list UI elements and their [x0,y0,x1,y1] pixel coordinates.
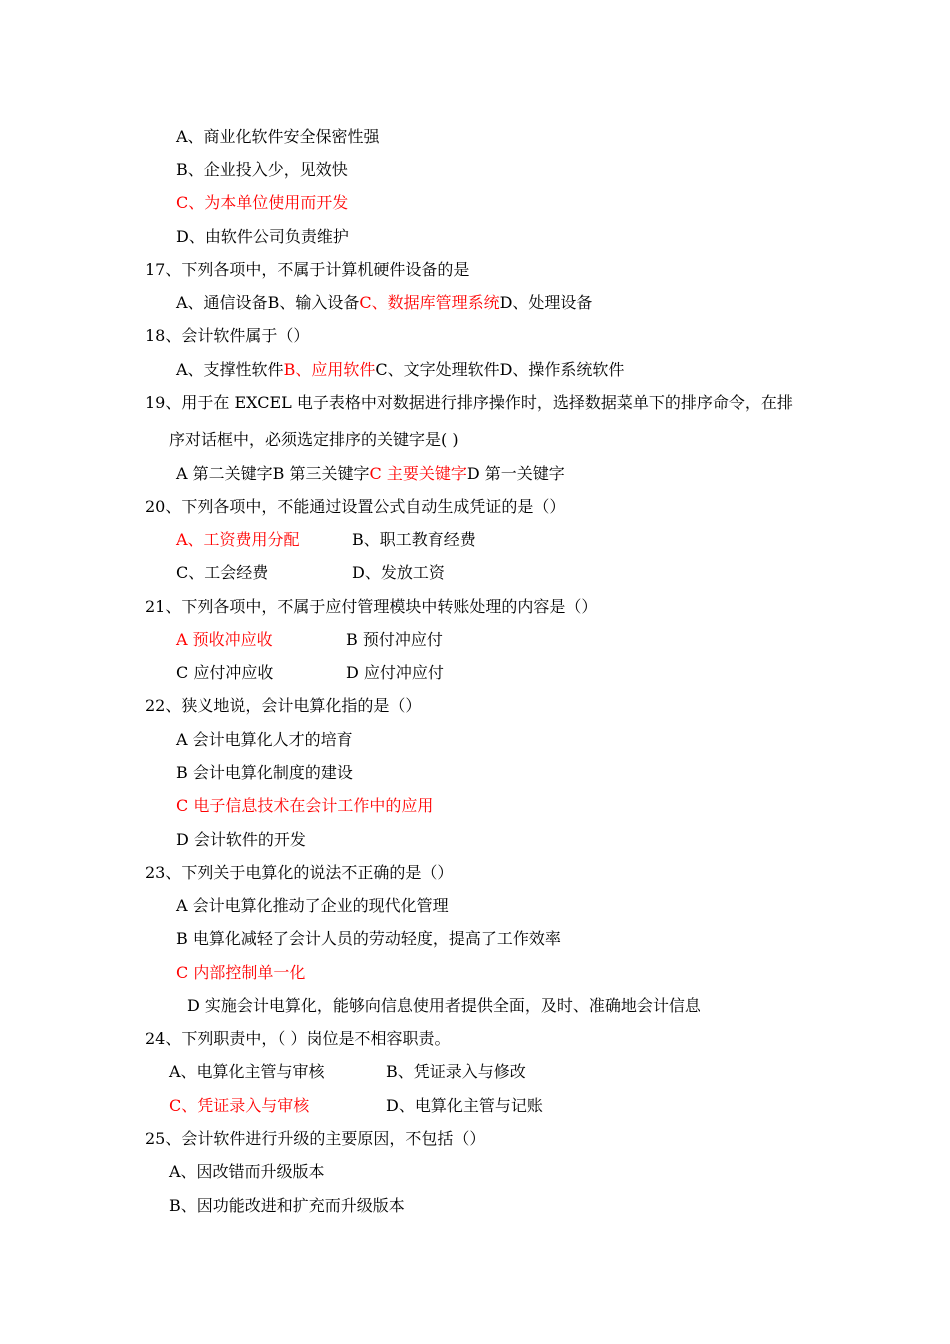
q24-option-a: A、电算化主管与审核 [169,1062,325,1081]
q21-option-c: C 应付冲应收 [176,663,274,682]
q22-option-a: A 会计电算化人才的培育 [176,730,353,749]
q21-option-d: D 应付冲应付 [346,663,444,682]
q17-option-b: B、输入设备 [267,293,360,312]
q22-option-b: B 会计电算化制度的建设 [176,763,353,782]
q19-option-b: B 第三关键字 [272,464,370,483]
q18-option-c: C、文字处理软件 [375,360,500,379]
q25-stem: 25、会计软件进行升级的主要原因，不包括（） [145,1129,486,1148]
q18-options [176,360,624,380]
q23-option-c-answer: C 内部控制单一化 [176,963,306,982]
q17-option-c-answer: C、数据库管理系统 [359,293,500,312]
q24-stem: 24、下列职责中，（ ）岗位是不相容职责。 [145,1029,451,1048]
q16-option-d: D、由软件公司负责维护 [176,227,349,246]
q20-option-a-answer: A、工资费用分配 [176,530,300,549]
q18-option-d: D、操作系统软件 [499,360,625,379]
q19-option-d: D 第一关键字 [466,464,565,483]
q22-stem: 22、狭义地说，会计电算化指的是（） [145,696,422,715]
q21-option-a-answer: A 预收冲应收 [176,630,273,649]
q19-options [176,464,565,484]
q23-option-b: B 电算化减轻了会计人员的劳动轻度，提高了工作效率 [176,929,561,948]
q24-option-b: B、凭证录入与修改 [386,1062,526,1081]
q16-option-b: B、企业投入少，见效快 [176,160,348,179]
q20-stem: 20、下列各项中，不能通过设置公式自动生成凭证的是（） [145,497,566,516]
q22-option-d: D 会计软件的开发 [176,830,306,849]
q22-option-c-answer: C 电子信息技术在会计工作中的应用 [176,796,434,815]
q19-stem-line2: 序对话框中，必须选定排序的关键字是( ) [169,430,459,449]
q24-option-c-answer: C、凭证录入与审核 [169,1096,310,1115]
q19-stem-line1: 19、用于在 EXCEL 电子表格中对数据进行排序操作时，选择数据菜单下的排序命令，在排 [145,393,793,412]
q19-option-c-answer: C 主要关键字 [369,464,467,483]
q18-option-b-answer: B、应用软件 [283,360,376,379]
q19-option-a: A 第二关键字 [176,464,273,483]
q20-option-d: D、发放工资 [352,563,445,582]
q25-option-a: A、因改错而升级版本 [169,1162,325,1181]
q23-option-d: D 实施会计电算化，能够向信息使用者提供全面，及时、准确地会计信息 [187,996,701,1015]
q23-stem: 23、下列关于电算化的说法不正确的是（） [145,863,454,882]
q20-option-c: C、工会经费 [176,563,269,582]
q21-option-b: B 预付冲应付 [346,630,443,649]
q16-option-a: A、商业化软件安全保密性强 [176,127,380,146]
q16-option-c-answer: C、为本单位使用而开发 [176,193,349,212]
q23-option-a: A 会计电算化推动了企业的现代化管理 [176,896,449,915]
q17-stem: 17、下列各项中，不属于计算机硬件设备的是 [145,260,470,279]
q21-stem: 21、下列各项中，不属于应付管理模块中转账处理的内容是（） [145,597,598,616]
q18-option-a: A、支撑性软件 [176,360,284,379]
q17-option-d: D、处理设备 [499,293,593,312]
q24-option-d: D、电算化主管与记账 [386,1096,543,1115]
q18-stem: 18、会计软件属于（） [145,326,310,345]
q17-option-a: A、通信设备 [176,293,268,312]
q25-option-b: B、因功能改进和扩充而升级版本 [169,1196,405,1215]
q17-options [176,293,592,313]
q20-option-b: B、职工教育经费 [352,530,476,549]
